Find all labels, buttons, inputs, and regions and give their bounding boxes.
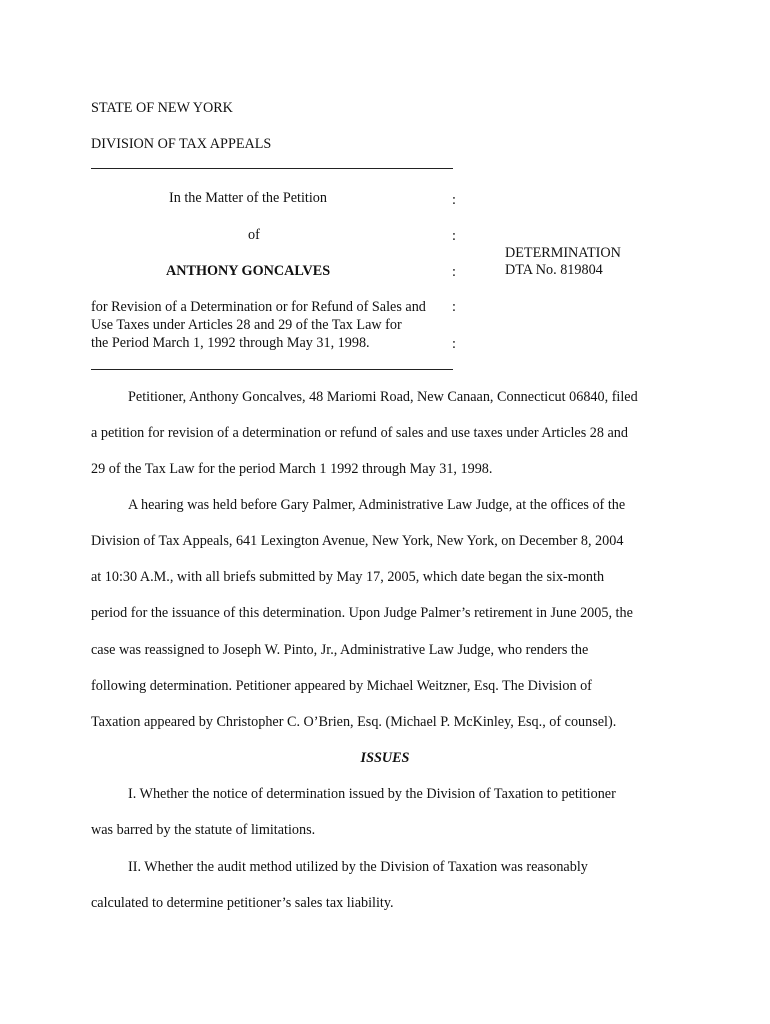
body-line: following determination. Petitioner appeared by Michael Weitzner, Esq. The Division of (91, 678, 592, 694)
body-line: Petitioner, Anthony Goncalves, 48 Mariomi Road, New Canaan, Connecticut 06840, filed (128, 389, 638, 405)
matter-of-petition: In the Matter of the Petition (169, 190, 327, 206)
issues-heading: ISSUES (360, 750, 410, 766)
caption-top-rule (91, 168, 453, 169)
caption-purpose-line: for Revision of a Determination or for Refund of Sales and (91, 299, 426, 315)
state-heading: STATE OF NEW YORK (91, 100, 233, 116)
caption-colon: : (452, 264, 456, 280)
caption-colon: : (452, 192, 456, 208)
issue-line: was barred by the statute of limitations. (91, 822, 316, 838)
caption-bottom-rule (91, 369, 453, 370)
body-line: at 10:30 A.M., with all briefs submitted by May 17, 2005, which date began the six-month (91, 569, 605, 585)
body-line: Division of Tax Appeals, 641 Lexington Avenue, New York, New York, on December 8, 2004 (91, 533, 624, 549)
body-line: period for the issuance of this determination. Upon Judge Palmer’s retirement in June 2005, the (91, 605, 633, 621)
dta-number: DTA No. 819804 (505, 262, 603, 278)
body-line: A hearing was held before Gary Palmer, Administrative Law Judge, at the offices of the (128, 497, 626, 513)
body-line: a petition for revision of a determination or refund of sales and use taxes under Articles 28 and (91, 425, 628, 441)
body-line: 29 of the Tax Law for the period March 1 1992 through May 31, 1998. (91, 461, 493, 477)
caption-purpose-line: the Period March 1, 1992 through May 31, 1998. (91, 335, 370, 351)
determination-title: DETERMINATION (505, 245, 621, 261)
caption-purpose (91, 298, 426, 352)
issue-line: I. Whether the notice of determination issued by the Division of Taxation to petitioner (128, 786, 616, 802)
petitioner-name: ANTHONY GONCALVES (166, 263, 331, 279)
body-line: case was reassigned to Joseph W. Pinto, Jr., Administrative Law Judge, who renders the (91, 642, 589, 658)
issue-line: II. Whether the audit method utilized by the Division of Taxation was reasonably (128, 859, 588, 875)
issue-line: calculated to determine petitioner’s sales tax liability. (91, 895, 394, 911)
body-line: Taxation appeared by Christopher C. O’Brien, Esq. (Michael P. McKinley, Esq., of counsel). (91, 714, 617, 730)
caption-colon: : (452, 228, 456, 244)
caption-colon: : (452, 299, 456, 315)
division-heading: DIVISION OF TAX APPEALS (91, 136, 272, 152)
caption-colon: : (452, 336, 456, 352)
caption-purpose-line: Use Taxes under Articles 28 and 29 of the Tax Law for (91, 317, 402, 333)
of-text: of (248, 227, 260, 243)
